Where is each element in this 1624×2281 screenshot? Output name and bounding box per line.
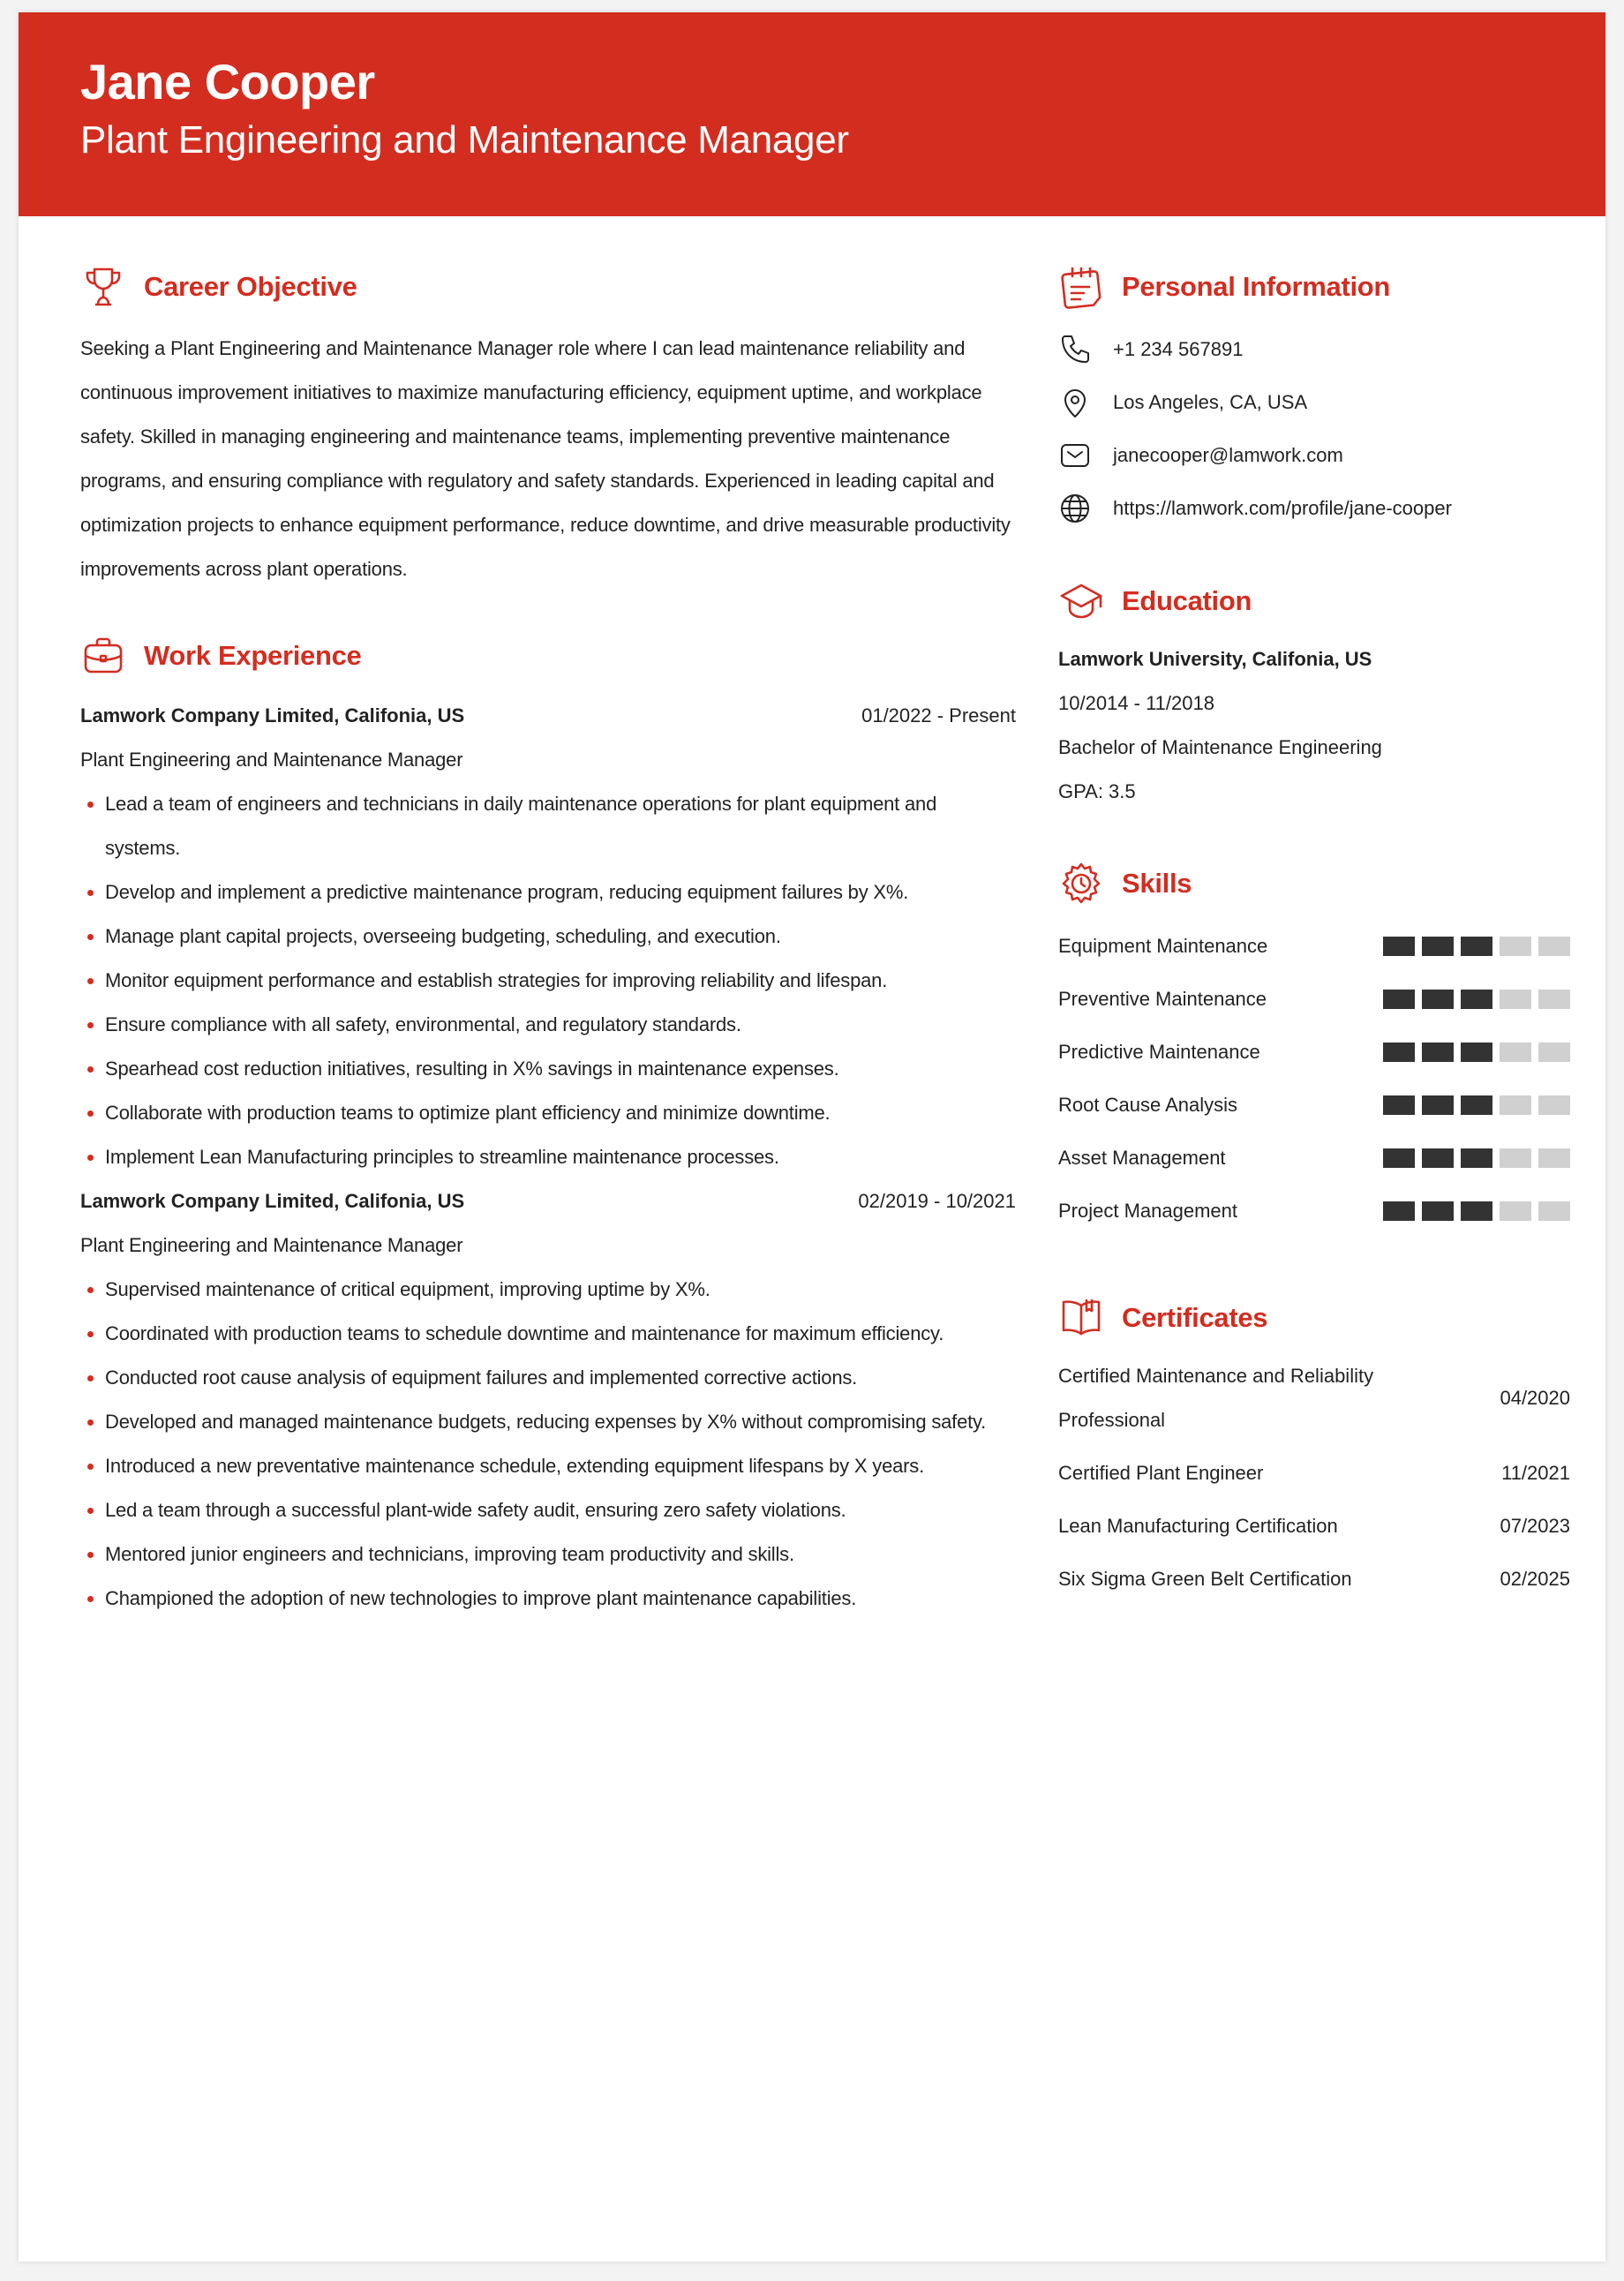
skill-meter-segment: [1383, 990, 1415, 1009]
skill-meter-segment: [1500, 990, 1531, 1009]
education-dates: 10/2014 - 11/2018: [1058, 692, 1214, 714]
job-bullet: Mentored junior engineers and technicians, improving team productivity and skills.: [80, 1532, 1016, 1577]
skill-meter-segment: [1461, 990, 1492, 1009]
skill-name: Equipment Maintenance: [1058, 935, 1268, 957]
skill-row: [1058, 920, 1570, 973]
skills-heading: Skills: [1122, 868, 1192, 899]
skill-meter-segment: [1461, 1201, 1492, 1221]
job-bullet: Conducted root cause analysis of equipment failures and implemented corrective actions.: [80, 1356, 1016, 1400]
skill-meter: [1383, 1095, 1570, 1115]
certificate-date: 11/2021: [1501, 1462, 1570, 1484]
location-row: [1058, 376, 1570, 429]
skill-row: [1058, 1079, 1570, 1132]
job-entry: [80, 694, 1016, 1179]
job-dates: 01/2022 - Present: [861, 704, 1016, 726]
education-degree: Bachelor of Maintenance Engineering: [1058, 736, 1382, 758]
work-experience-section: [80, 629, 1016, 1621]
skill-meter: [1383, 1043, 1570, 1062]
certificate-name: Lean Manufacturing Certification: [1058, 1515, 1338, 1537]
skill-meter-segment: [1422, 1148, 1454, 1168]
resume-header: [19, 12, 1605, 216]
work-experience-heading: Work Experience: [144, 640, 362, 671]
personal-info-section: [1058, 260, 1570, 535]
skill-meter: [1383, 1201, 1570, 1221]
skill-meter-segment: [1500, 1095, 1531, 1115]
certificate-row: [1058, 1504, 1570, 1548]
skill-meter-segment: [1422, 1201, 1454, 1221]
candidate-title: Plant Engineering and Maintenance Manager: [80, 117, 849, 162]
skills-list: [1058, 920, 1570, 1238]
skill-meter-segment: [1422, 990, 1454, 1009]
skill-meter-segment: [1461, 1043, 1492, 1062]
briefcase-icon: [80, 633, 126, 679]
phone-row: [1058, 323, 1570, 376]
certificate-row: [1058, 1451, 1570, 1495]
job-dates: 02/2019 - 10/2021: [858, 1190, 1016, 1212]
location-text: Los Angeles, CA, USA: [1113, 391, 1308, 413]
skill-meter-segment: [1500, 1201, 1531, 1221]
skill-meter: [1383, 937, 1570, 956]
skill-meter-segment: [1538, 1043, 1570, 1062]
skill-meter-segment: [1538, 1148, 1570, 1168]
certificate-date: 04/2020: [1500, 1387, 1570, 1409]
job-bullet: Led a team through a successful plant-wide safety audit, ensuring zero safety violations.: [80, 1488, 1016, 1532]
skill-meter-segment: [1538, 1095, 1570, 1115]
job-company: Lamwork Company Limited, Califonia, US: [80, 1190, 465, 1212]
skill-row: [1058, 1185, 1570, 1238]
job-bullet: Ensure compliance with all safety, environmental, and regulatory standards.: [80, 1003, 1016, 1047]
globe-icon: [1058, 492, 1092, 525]
certificate-date: 02/2025: [1500, 1568, 1570, 1590]
skill-meter-segment: [1383, 1148, 1415, 1168]
skill-meter-segment: [1422, 1043, 1454, 1062]
skills-section: [1058, 856, 1570, 1238]
skill-row: [1058, 1026, 1570, 1079]
skill-meter-segment: [1422, 937, 1454, 956]
certificate-row: [1058, 1557, 1570, 1601]
skill-meter-segment: [1500, 1043, 1531, 1062]
skill-meter-segment: [1383, 1043, 1415, 1062]
skill-meter-segment: [1383, 937, 1415, 956]
career-objective-heading: Career Objective: [144, 271, 357, 302]
right-column: [1058, 260, 1570, 1601]
left-column: [80, 260, 1016, 1621]
job-bullet: Supervised maintenance of critical equipment, improving uptime by X%.: [80, 1268, 1016, 1312]
skill-meter-segment: [1538, 1201, 1570, 1221]
certificate-name: Certified Maintenance and Reliability Professional: [1058, 1365, 1374, 1431]
location-pin-icon: [1058, 386, 1092, 419]
job-entry: [80, 1179, 1016, 1621]
candidate-name: Jane Cooper: [80, 54, 375, 109]
skill-name: Predictive Maintenance: [1058, 1041, 1260, 1063]
phone-text: +1 234 567891: [1113, 338, 1244, 360]
job-bullet: Monitor equipment performance and establish strategies for improving reliability and lifespan.: [80, 959, 1016, 1003]
education-heading: Education: [1122, 585, 1252, 616]
resume-page: [19, 12, 1605, 2262]
email-row: [1058, 429, 1570, 482]
skill-meter-segment: [1500, 1148, 1531, 1168]
certificate-date: 07/2023: [1500, 1515, 1570, 1537]
skill-meter-segment: [1500, 937, 1531, 956]
skill-name: Preventive Maintenance: [1058, 988, 1267, 1010]
certificate-row: [1058, 1354, 1570, 1442]
website-text: https://lamwork.com/profile/jane-cooper: [1113, 497, 1452, 519]
skill-meter-segment: [1538, 990, 1570, 1009]
skill-meter-segment: [1461, 937, 1492, 956]
certificates-heading: Certificates: [1122, 1302, 1268, 1333]
certificates-section: [1058, 1291, 1570, 1601]
job-bullets: [80, 1268, 1016, 1621]
skill-name: Asset Management: [1058, 1147, 1226, 1169]
email-text: janecooper@lamwork.com: [1113, 444, 1343, 466]
job-bullet: Collaborate with production teams to optimize plant efficiency and minimize downtime.: [80, 1091, 1016, 1135]
skill-meter-segment: [1383, 1095, 1415, 1115]
trophy-icon: [80, 264, 126, 310]
phone-icon: [1058, 333, 1092, 366]
job-bullet: Championed the adoption of new technologies to improve plant maintenance capabilities.: [80, 1577, 1016, 1621]
job-bullet: Implement Lean Manufacturing principles to streamline maintenance processes.: [80, 1135, 1016, 1179]
job-bullet: Coordinated with production teams to schedule downtime and maintenance for maximum efficiency.: [80, 1312, 1016, 1356]
skill-meter-segment: [1461, 1095, 1492, 1115]
skill-meter-segment: [1538, 937, 1570, 956]
skill-meter-segment: [1422, 1095, 1454, 1115]
skill-name: Project Management: [1058, 1200, 1237, 1222]
website-row: [1058, 482, 1570, 535]
open-book-icon: [1058, 1295, 1104, 1341]
job-role: Plant Engineering and Maintenance Manager: [80, 749, 463, 771]
skill-meter-segment: [1461, 1148, 1492, 1168]
job-bullet: Develop and implement a predictive maintenance program, reducing equipment failures by X%.: [80, 870, 1016, 915]
skill-row: [1058, 973, 1570, 1026]
job-bullet: Manage plant capital projects, overseeing budgeting, scheduling, and execution.: [80, 915, 1016, 959]
skill-meter-segment: [1383, 1201, 1415, 1221]
job-bullet: Introduced a new preventative maintenance schedule, extending equipment lifespans by X years.: [80, 1444, 1016, 1488]
job-company: Lamwork Company Limited, Califonia, US: [80, 704, 465, 726]
skill-meter: [1383, 990, 1570, 1009]
job-bullets: [80, 782, 1016, 1179]
education-school: Lamwork University, Califonia, US: [1058, 648, 1372, 670]
career-objective-section: [80, 260, 1016, 591]
job-bullet: Developed and managed maintenance budgets, reducing expenses by X% without compromising safety.: [80, 1400, 1016, 1444]
job-bullet: Spearhead cost reduction initiatives, resulting in X% savings in maintenance expenses.: [80, 1047, 1016, 1091]
education-section: [1058, 574, 1570, 814]
certificate-name: Certified Plant Engineer: [1058, 1462, 1264, 1484]
education-gpa: GPA: 3.5: [1058, 780, 1136, 802]
job-role: Plant Engineering and Maintenance Manager: [80, 1234, 463, 1256]
mail-icon: [1058, 439, 1092, 472]
skill-meter: [1383, 1148, 1570, 1168]
job-bullet: Lead a team of engineers and technicians in daily maintenance operations for plant equipment and systems.: [80, 782, 1016, 870]
skill-row: [1058, 1132, 1570, 1185]
certificate-name: Six Sigma Green Belt Certification: [1058, 1568, 1352, 1590]
personal-info-heading: Personal Information: [1122, 271, 1391, 302]
gear-clock-icon: [1058, 861, 1104, 907]
graduation-cap-icon: [1058, 578, 1104, 624]
career-objective-text: Seeking a Plant Engineering and Maintenance Manager role where I can lead maintenance reliability and continuous improvement initiatives to maximize manufacturing efficiency, equipment uptime, and workplace safety. Skilled in managing engineering and maintenance teams, implementing preventive maintenance programs, and ensuring compliance with regulatory and safety standards. Experienced in leading capital and optimization projects to enhance equipment performance, reduce downtime, and drive measurable productivity improvements across plant operations.: [80, 337, 1011, 580]
calendar-notes-icon: [1058, 264, 1104, 310]
skill-name: Root Cause Analysis: [1058, 1094, 1237, 1116]
